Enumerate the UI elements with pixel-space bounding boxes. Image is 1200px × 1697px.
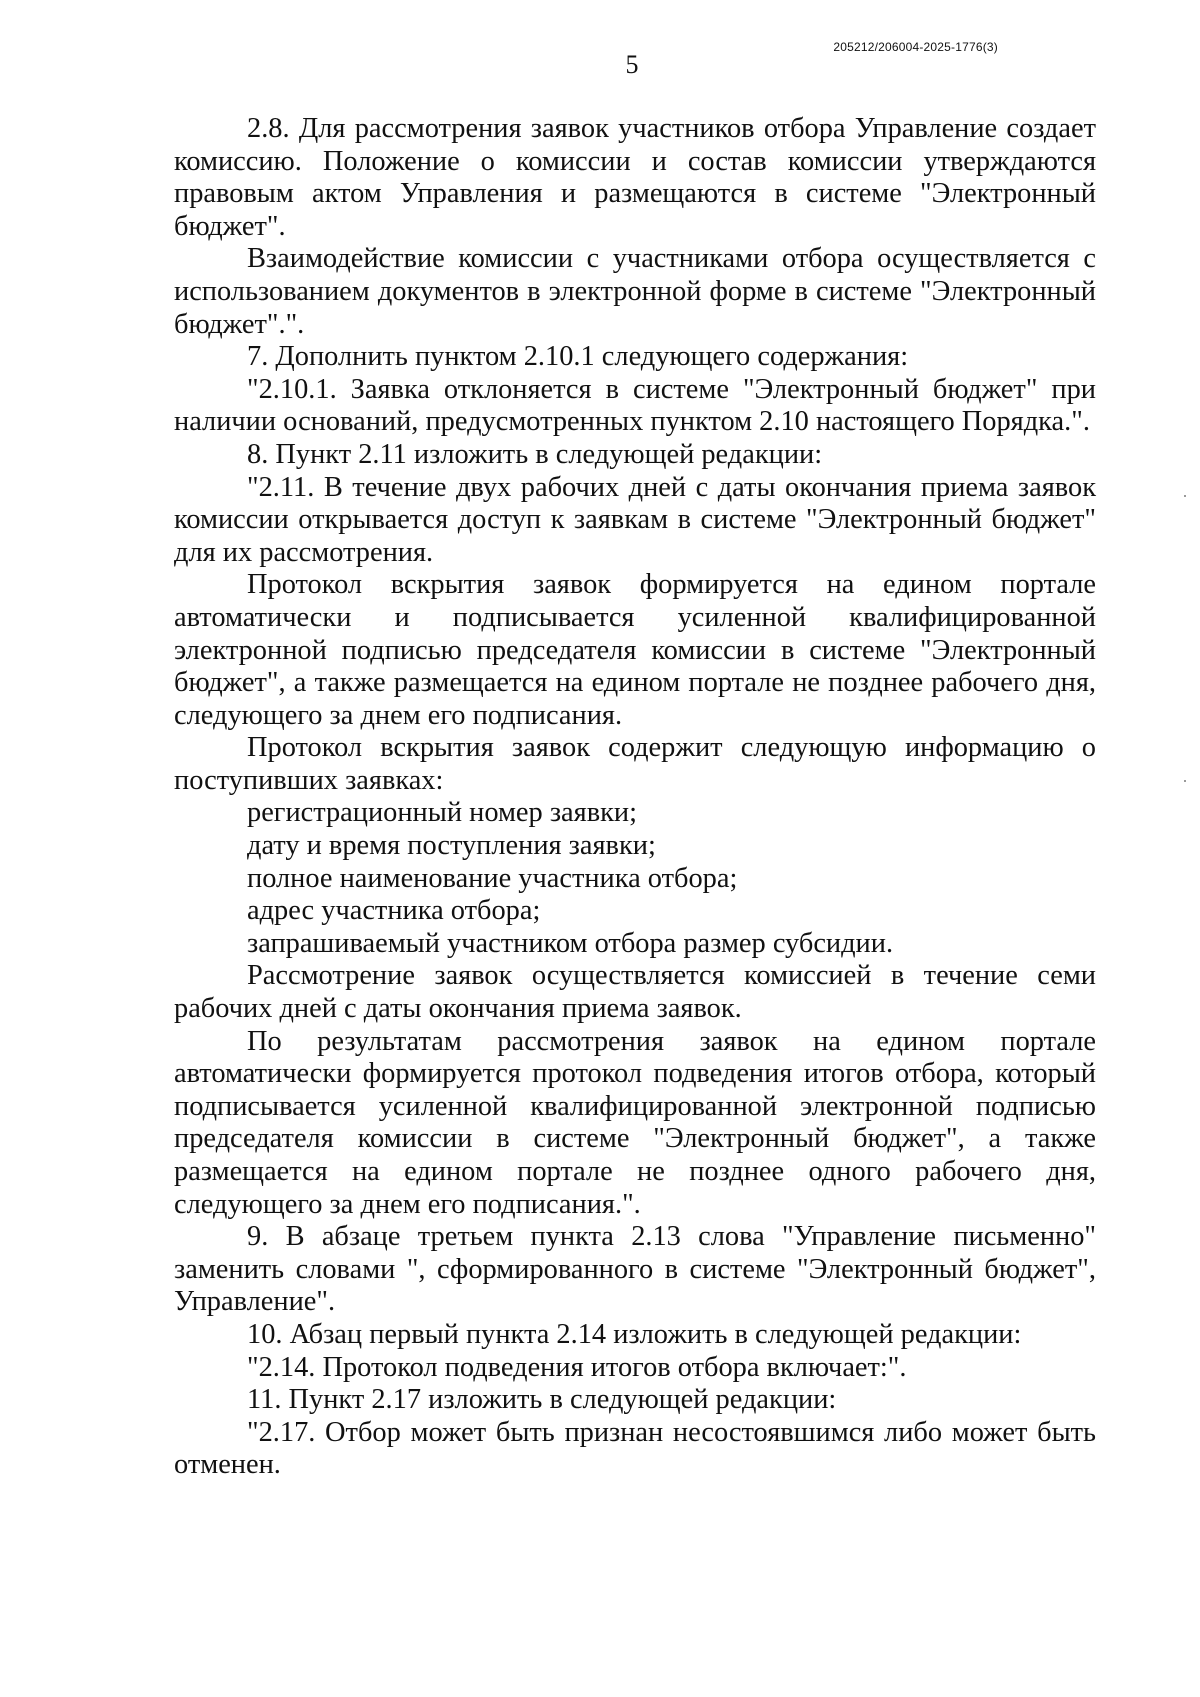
paragraph-review-period: Рассмотрение заявок осуществляется комиссией в течение семи рабочих дней с даты окончания приема заявок. [174,960,1096,1025]
list-item: адрес участника отбора; [247,895,541,927]
paragraph-item-9: 9. В абзаце третьем пункта 2.13 слова "Управление письменно" заменить словами ", сформированного в системе "Электронный бюджет", Управление". [174,1221,1096,1318]
paragraph-2-17: "2.17. Отбор может быть признан несостоявшимся либо может быть отменен. [174,1416,1096,1481]
paragraph-opening-protocol: Протокол вскрытия заявок формируется на едином портале автоматически и подписывается усиленной квалифицированной электронной подписью председателя комиссии в системе "Электронный бюджет", а также размещается на едином портале не позднее рабочего дня, следующего за днем его подписания. [174,569,1096,731]
document-registration-number: 205212/206004-2025-1776(3) [833,40,998,54]
scan-margin-mark [1184,495,1186,497]
page-number: 5 [625,50,639,79]
paragraph-item-7: 7. Дополнить пунктом 2.10.1 следующего содержания: [247,341,909,373]
list-item: регистрационный номер заявки; [247,797,637,829]
list-item: дату и время поступления заявки; [247,830,656,862]
paragraph-2-14: "2.14. Протокол подведения итогов отбора включает:". [247,1351,907,1383]
paragraph-item-8: 8. Пункт 2.11 изложить в следующей редакции: [247,438,823,470]
paragraph-2-11: "2.11. В течение двух рабочих дней с даты окончания приема заявок комиссии открывается доступ к заявкам в системе "Электронный бюджет" для их рассмотрения. [174,471,1096,568]
list-item: полное наименование участника отбора; [247,862,738,894]
paragraph-protocol-contents: Протокол вскрытия заявок содержит следующую информацию о поступивших заявках: [174,732,1096,796]
paragraph-2-10-1: "2.10.1. Заявка отклоняется в системе "Электронный бюджет" при наличии оснований, предусмотренных пунктом 2.10 настоящего Порядка.". [174,373,1096,438]
paragraph-item-10: 10. Абзац первый пункта 2.14 изложить в следующей редакции: [247,1318,1022,1350]
list-item: запрашиваемый участником отбора размер субсидии. [247,927,894,959]
paragraph-item-11: 11. Пункт 2.17 изложить в следующей редакции: [247,1384,837,1416]
paragraph-2-8: 2.8. Для рассмотрения заявок участников отбора Управление создает комиссию. Положение о комиссии и состав комиссии утверждаются правовым актом Управления и размещаются в системе "Электронный бюджет". [174,113,1096,242]
document-body [174,113,1096,1482]
scan-margin-mark [1184,780,1186,782]
paragraph-interaction: Взаимодействие комиссии с участниками отбора осуществляется с использованием документов в электронной форме в системе "Электронный бюджет".". [174,243,1096,340]
paragraph-results-protocol: По результатам рассмотрения заявок на едином портале автоматически формируется протокол подведения итогов отбора, который подписывается усиленной квалифицированной электронной подписью председателя комиссии в системе "Электронный бюджет", а также размещается на едином портале не позднее одного рабочего дня, следующего за днем его подписания.". [174,1025,1096,1220]
